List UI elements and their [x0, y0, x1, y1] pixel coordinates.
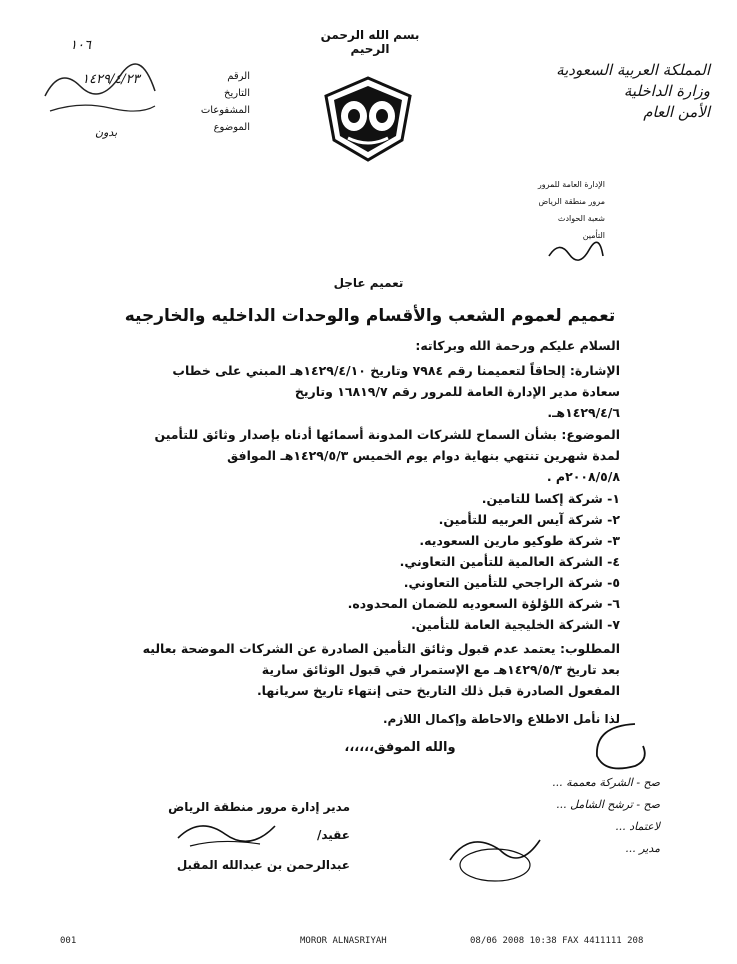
- subject-line: لمدة شهرين تنتهي بنهاية دوام يوم الخميس ١٤٢٩/٥/٣هـ الموافق: [227, 448, 620, 463]
- department-line: التأمين: [582, 231, 605, 240]
- urgent-title: تعميم عاجل: [333, 276, 404, 290]
- handwritten-note: لاعتماد ...: [615, 820, 660, 833]
- list-item: ٤- الشركة العالمية للتأمين التعاوني.: [399, 554, 620, 569]
- ministry-header: [470, 60, 710, 123]
- ministry-line: الأمن العام: [643, 103, 710, 121]
- closing-request: لذا نأمل الاطلاع والاحاطة وإكمال اللازم.: [383, 712, 620, 726]
- fax-sender: MOROR ALNASRIYAH: [300, 936, 387, 946]
- department-line: شعبة الحوادث: [557, 214, 605, 223]
- companies-list: [300, 488, 620, 635]
- handwritten-scribble-icon: [40, 56, 160, 116]
- main-title: تعميم لعموم الشعب والأقسام والوحدات الداخليه والخارجيه: [124, 306, 616, 326]
- handwritten-mark-icon: [575, 716, 655, 776]
- ministry-line: وزارة الداخلية: [623, 82, 710, 100]
- greeting: السلام عليكم ورحمة الله وبركاته:: [415, 338, 620, 353]
- meta-value-attachments: بدون: [95, 126, 118, 139]
- list-item: ٣- شركة طوكيو مارين السعوديه.: [419, 533, 620, 548]
- required-line: المطلوب: يعتمد عدم قبول وثائق التأمين الصادرة عن الشركات الموضحة بعاليه: [142, 641, 620, 656]
- handwritten-note: مدير ...: [625, 842, 660, 855]
- subject-line: الموضوع: بشأن السماح للشركات المدونة أسمائها أدناه بإصدار وثائق للتأمين: [154, 427, 620, 442]
- list-item: ٥- شركة الراجحي للتأمين التعاوني.: [403, 575, 620, 590]
- handwritten-signature-icon: [440, 820, 550, 890]
- list-item: ٦- شركة اللؤلؤة السعوديه للضمان المحدوده.: [347, 596, 620, 611]
- meta-value-number: ١٠٦: [70, 38, 91, 53]
- reference-meta-labels: [150, 68, 250, 136]
- required-line: المفعول الصادرة قبل ذلك التاريخ حتى إنتهاء تاريخ سريانها.: [256, 683, 620, 698]
- meta-label-subject: الموضوع: [213, 122, 250, 133]
- handwritten-note: صح - الشركة معممة ...: [552, 776, 660, 789]
- list-item: ٧- الشركة الخليجية العامة للتأمين.: [411, 617, 620, 632]
- signatory-name: عبدالرحمن بن عبدالله المقبل: [176, 858, 350, 872]
- required-line: بعد تاريخ ١٤٢٩/٥/٣هـ مع الإستمرار في قبول الوثائق سارية: [261, 662, 620, 677]
- handwritten-initials-icon: [545, 238, 605, 264]
- fax-timestamp: 08/06 2008 10:38 FAX 4411111 208: [470, 936, 644, 946]
- signatory-title: مدير إدارة مرور منطقة الرياض: [168, 800, 350, 814]
- bismillah: بسم الله الرحمن الرحيم: [320, 28, 420, 56]
- reference-paragraph: [150, 360, 620, 423]
- reference-line: سعادة مدير الإدارة العامة للمرور رقم ١٦٨١٩/٧ وتاريخ: [294, 384, 620, 399]
- reference-line: ١٤٢٩/٤/٦هـ.: [547, 405, 620, 420]
- list-item: ١- شركة إكسا للتامين.: [481, 491, 620, 506]
- subject-paragraph: [150, 424, 620, 487]
- signature-icon: [170, 808, 280, 852]
- department-line: الإدارة العامة للمرور: [537, 180, 605, 189]
- subject-line: ٢٠٠٨/٥/٨م .: [546, 469, 620, 484]
- list-item: ٢- شركة آيس العربيه للتأمين.: [438, 512, 620, 527]
- meta-label-date: التاريخ: [224, 88, 250, 99]
- signatory-rank: عقيد/: [316, 828, 350, 842]
- required-paragraph: [142, 638, 620, 701]
- fax-page: 001: [60, 936, 77, 946]
- department-line: مرور منطقة الرياض: [538, 197, 605, 206]
- handwritten-note: صح - ترشح الشامل ...: [556, 798, 660, 811]
- meta-value-date: ١٤٢٩/٤/٢٣: [82, 72, 140, 87]
- meta-label-number: الرقم: [227, 71, 250, 82]
- department-block: [500, 176, 605, 244]
- public-security-emblem-icon: [318, 74, 418, 164]
- ministry-line: المملكة العربية السعودية: [556, 61, 710, 79]
- meta-label-attachments: المشفوعات: [200, 105, 250, 116]
- closing-phrase: والله الموفق،،،،،،: [344, 740, 456, 755]
- reference-line: الإشارة: إلحاقاً لتعميمنا رقم ٧٩٨٤ وتاريخ ١٤٢٩/٤/١٠هـ المبني على خطاب: [172, 363, 620, 378]
